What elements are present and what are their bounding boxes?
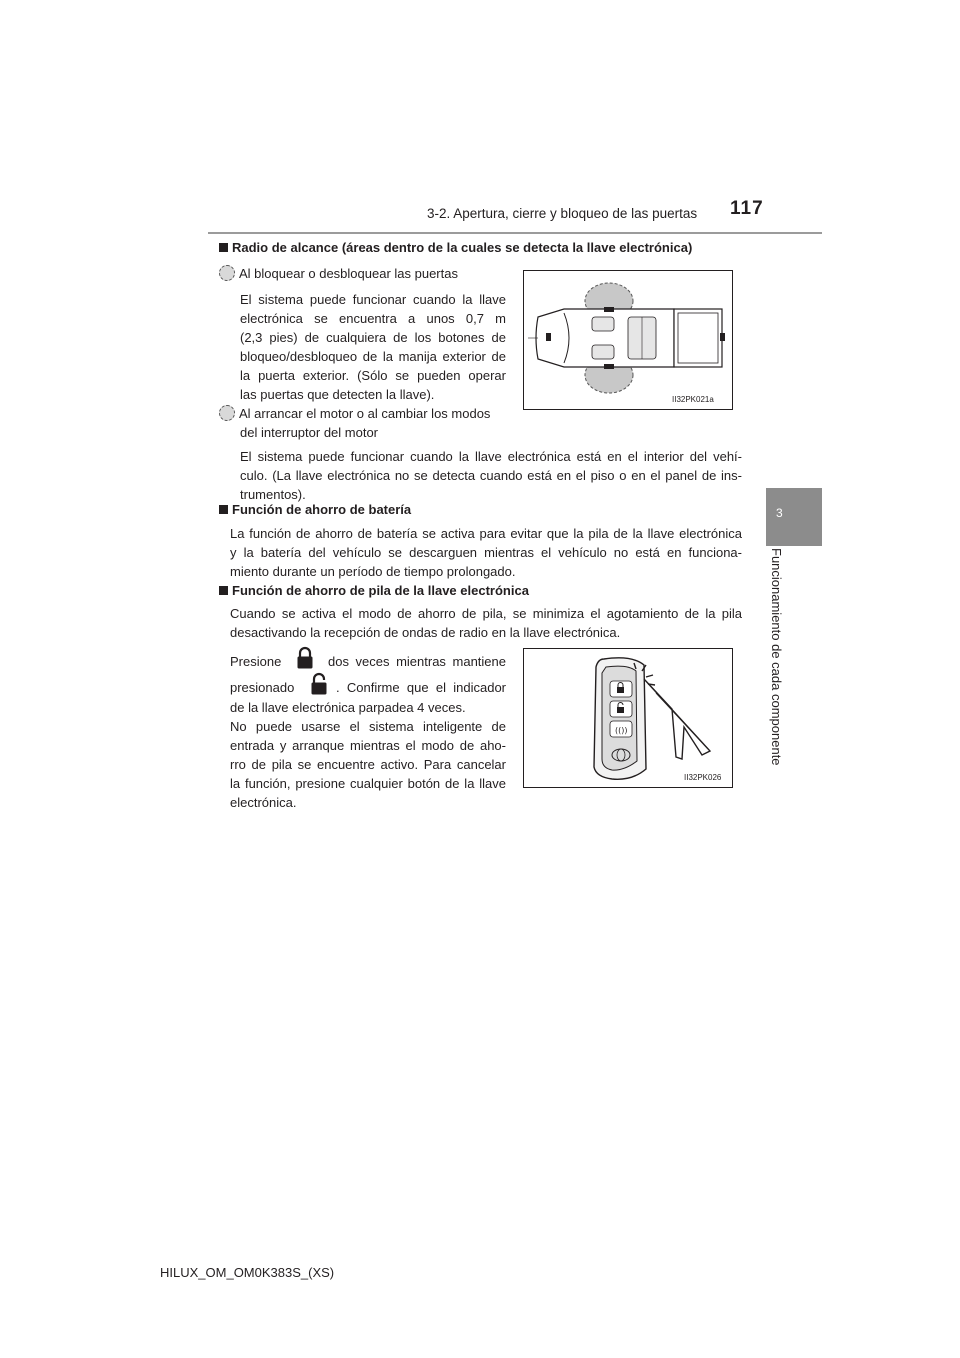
chapter-label: Funcionamiento de cada componente [769, 548, 784, 766]
square-bullet-icon [219, 243, 228, 252]
press-text-d: . Confirme que el indicador [336, 680, 506, 695]
section-title: 3-2. Apertura, cierre y bloqueo de las puertas [427, 206, 698, 221]
chapter-tab [766, 488, 822, 546]
range-item2-title-cont: del interruptor del motor [240, 425, 379, 440]
vehicle-range-figure [523, 270, 733, 410]
key-battery-rest: de la llave electrónica parpadea 4 veces. No puede usarse el sistema inteligente de entrada y arranque mientras el modo de aho- rro de pila se encuentre activo. Para cancelar la función, presione cualquier botón de la llave electrónica. [230, 700, 506, 810]
chapter-number: 3 [776, 506, 783, 520]
lock-icon [296, 646, 314, 675]
electronic-key-figure [523, 648, 733, 788]
range-zone-icon [219, 405, 235, 421]
page-number: 117 [730, 198, 764, 219]
electronic-key-icon [524, 649, 732, 787]
battery-heading: Función de ahorro de batería [219, 502, 411, 517]
figure-code: II32PK021a [672, 395, 714, 404]
range-item1-text: El sistema puede funcionar cuando la llave electrónica se encuentra a unos 0,7 m (2,3 pies) de cualquiera de los botones de bloqueo/desbloqueo de la manija exterior de la puerta exterior. (Sólo se pueden operar las puertas que detecten la llave). [240, 292, 506, 402]
key-battery-text: Cuando se activa el modo de ahorro de pila, se minimiza el agotamiento de la pila desactivando la recepción de ondas de radio en la llave electrónica. [230, 606, 742, 640]
range-item2-text: El sistema puede funcionar cuando la llave electrónica está en el interior del vehí- culo. (La llave electrónica no se detecta cuando está en el piso o en el panel de ins- trumentos). [240, 449, 742, 502]
range-zone-icon [219, 265, 235, 281]
battery-text: La función de ahorro de batería se activa para evitar que la pila de la llave electrónica y la batería del vehículo se descarguen mientras el vehículo no está en funciona- miento durante un período de tiempo prolongado. [230, 526, 742, 579]
unlock-icon [310, 672, 328, 701]
document-code: HILUX_OM_OM0K383S_(XS) [160, 1265, 335, 1280]
svg-text:(()): (()) [615, 726, 628, 735]
header-divider [208, 232, 822, 234]
range-heading: Radio de alcance (áreas dentro de la cuales se detecta la llave electrónica) [219, 240, 692, 255]
figure-code: II32PK026 [684, 773, 722, 782]
press-text-c: presionado [230, 680, 295, 695]
range-item1-title: Al bloquear o desbloquear las puertas [219, 264, 458, 283]
square-bullet-icon [219, 505, 228, 514]
key-battery-heading: Función de ahorro de pila de la llave electrónica [219, 583, 529, 598]
range-item2-title: Al arrancar el motor o al cambiar los modos [219, 404, 490, 423]
square-bullet-icon [219, 586, 228, 595]
vehicle-top-view-icon [524, 271, 732, 409]
press-text-a: Presione [230, 654, 282, 669]
press-text-b: dos veces mientras mantiene [328, 654, 506, 669]
